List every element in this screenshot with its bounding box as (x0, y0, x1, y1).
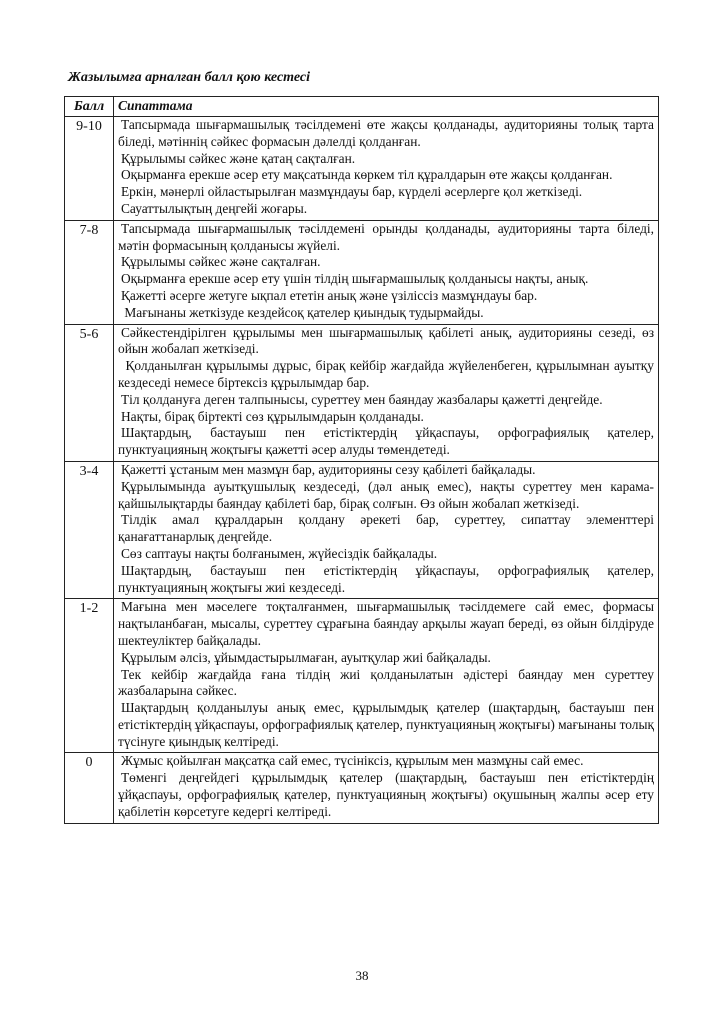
criterion-item (118, 392, 654, 409)
criterion-text: Тапсырмада шығармашылық тәсілдемені өте жақсы қолданады, аудиторияны толық тарта біледі, мәтіннің сәйкес формасын дәлелді қолданған. (118, 117, 654, 149)
criterion-text: Оқырманға ерекше әсер ету үшін тілдің шығармашылық қолданысы нақты, анық. (121, 271, 589, 287)
table-row (65, 324, 659, 461)
header-score: Балл (65, 97, 114, 117)
criterion-text: Қажетті ұстаным мен мазмұн бар, аудиторияны сезу қабілеті байқалады. (121, 461, 536, 477)
criterion-text: Төменгі деңгейдегі құрылымдық қателер (шақтардың, бастауыш пен етістіктердің ұйқаспауы, орфографиялық қателер, пунктуацияның жоқтығы) оқушының жалпы әсер ету қабілетін көрсетуге кедергі келтіреді. (118, 770, 654, 819)
criterion-item (118, 462, 654, 479)
criterion-text: Құрылымы сәйкес және қатаң сақталған. (121, 150, 356, 166)
score-cell: 5-6 (65, 324, 114, 461)
criterion-item (118, 770, 654, 820)
criterion-text: Тіл қолдануға деген талпынысы, суреттеу мен баяндау жазбалары қажетті деңгейде. (121, 391, 603, 407)
criterion-text: Құрылым әлсіз, ұйымдастырылмаған, ауытқулар жиі байқалады. (121, 649, 491, 665)
criterion-text: Мағынаны жеткізуде кездейсоқ қателер қиындық тудырмайды. (121, 304, 484, 320)
criterion-text: Құрылымы сәйкес және сақталған. (121, 254, 321, 270)
criterion-item (118, 358, 654, 392)
description-cell (114, 117, 659, 221)
description-cell (114, 220, 659, 324)
table-row (65, 220, 659, 324)
criterion-item (118, 425, 654, 459)
table-row (65, 753, 659, 823)
criterion-item (118, 167, 654, 184)
description-cell (114, 599, 659, 753)
criterion-item (118, 409, 654, 426)
criterion-text: Қолданылған құрылымы дұрыс, бірақ кейбір жағдайда жүйеленбеген, құрылымнан ауытқу кездеседі немесе біртексіз құрылымдар бар. (118, 358, 654, 390)
table-row (65, 599, 659, 753)
score-cell: 3-4 (65, 461, 114, 598)
criterion-item (118, 221, 654, 255)
criterion-item (118, 151, 654, 168)
criterion-item (118, 753, 654, 770)
criterion-text: Шақтардың қолданылуы анық емес, құрылымдық қателер (шақтардың, бастауыш пен етістіктердің ұйқаспауы, орфографиялық қателер, пунктуацияның жоқтығы) мағынаны толық түсінуге қиындық келтіреді. (118, 700, 654, 749)
criterion-text: Сауаттылықтың деңгейі жоғары. (121, 200, 308, 216)
scoring-table (64, 96, 659, 824)
criterion-text: Нақты, бірақ біртекті сөз құрылымдарын қолданады. (121, 408, 424, 424)
criterion-item (118, 546, 654, 563)
criterion-item (118, 288, 654, 305)
criterion-item (118, 650, 654, 667)
header-description: Сипаттама (114, 97, 659, 117)
criterion-text: Оқырманға ерекше әсер ету мақсатында көркем тіл құралдарын өте жақсы қолданған. (121, 167, 613, 183)
criterion-text: Шақтардың, бастауыш пен етістіктердің ұйқаспауы, орфографиялық қателер, пунктуацияның жоқтығы қажетті әсер алуды төмендетеді. (118, 425, 654, 458)
criterion-item (118, 117, 654, 151)
score-cell: 9-10 (65, 117, 114, 221)
criterion-item (118, 271, 654, 288)
score-cell: 7-8 (65, 220, 114, 324)
criterion-item (118, 305, 654, 322)
criterion-item (118, 563, 654, 597)
table-row (65, 117, 659, 221)
criterion-text: Мағына мен мәселеге тоқталғанмен, шығармашылық тәсілдемеге сай емес, формасы нақтыланбаған, мысалы, суреттеу сұрағына баяндау арқылы жауап береді, өз ойын білдіруде шектеуліктер байқалады. (118, 599, 654, 648)
criterion-item (118, 667, 654, 701)
page-title: Жазылымға арналған балл қою кестесі (68, 70, 311, 85)
table-header-row (65, 97, 659, 117)
description-cell (114, 461, 659, 598)
criterion-item (118, 512, 654, 546)
criterion-item (118, 599, 654, 649)
criterion-item (118, 479, 654, 513)
score-cell: 0 (65, 753, 114, 823)
criterion-text: Сөз саптауы нақты болғанымен, жүйесіздік байқалады. (121, 545, 438, 561)
description-cell (114, 753, 659, 823)
criterion-text: Құрылымында ауытқушылық кездеседі, (дәл анық емес), нақты суреттеу мен карама-қайшылықтарды баяндау қабілеті бар, бірақ солғын. Өз ойын жобалап жеткізеді. (118, 478, 654, 511)
criterion-text: Қажетті әсерге жетуге ықпал ететін анық және үзіліссіз мазмұндауы бар. (121, 287, 538, 303)
description-cell (114, 324, 659, 461)
criterion-text: Жұмыс қойылған мақсатқа сай емес, түсініксіз, құрылым мен мазмұны сай емес. (121, 753, 584, 769)
criterion-text: Сәйкестендірілген құрылымы мен шығармашылық қабілеті анық, аудиторияны сезеді, өз ойын жобалап жеткізеді. (118, 324, 654, 357)
criterion-text: Шақтардың, бастауыш пен етістіктердің ұйқаспауы, орфографиялық қателер, пунктуацияның жоқтығы жиі кездеседі. (118, 562, 654, 595)
score-cell: 1-2 (65, 599, 114, 753)
criterion-text: Тапсырмада шығармашылық тәсілдемені орынды қолданады, аудиторияны тарта біледі, мәтін формасының қолданысы жүйелі. (118, 220, 654, 253)
criterion-item (118, 184, 654, 201)
criterion-item (118, 325, 654, 359)
criterion-item (118, 254, 654, 271)
criterion-item (118, 201, 654, 218)
criterion-text: Еркін, мәнерлі ойластырылған мазмұндауы бар, күрделі әсерлерге қол жеткізеді. (121, 184, 583, 200)
criterion-item (118, 700, 654, 750)
page-number: 38 (355, 968, 369, 983)
table-row (65, 461, 659, 598)
criterion-text: Тілдік амал құралдарын қолдану әрекеті бар, суреттеу, сипаттау элементтері қанағаттанарлық деңгейде. (118, 512, 654, 545)
criterion-text: Тек кейбір жағдайда ғана тілдің жиі қолданылатын әдістері баяндау мен суреттеу жазбаларына сәйкес. (118, 666, 654, 699)
table-body (65, 117, 659, 824)
